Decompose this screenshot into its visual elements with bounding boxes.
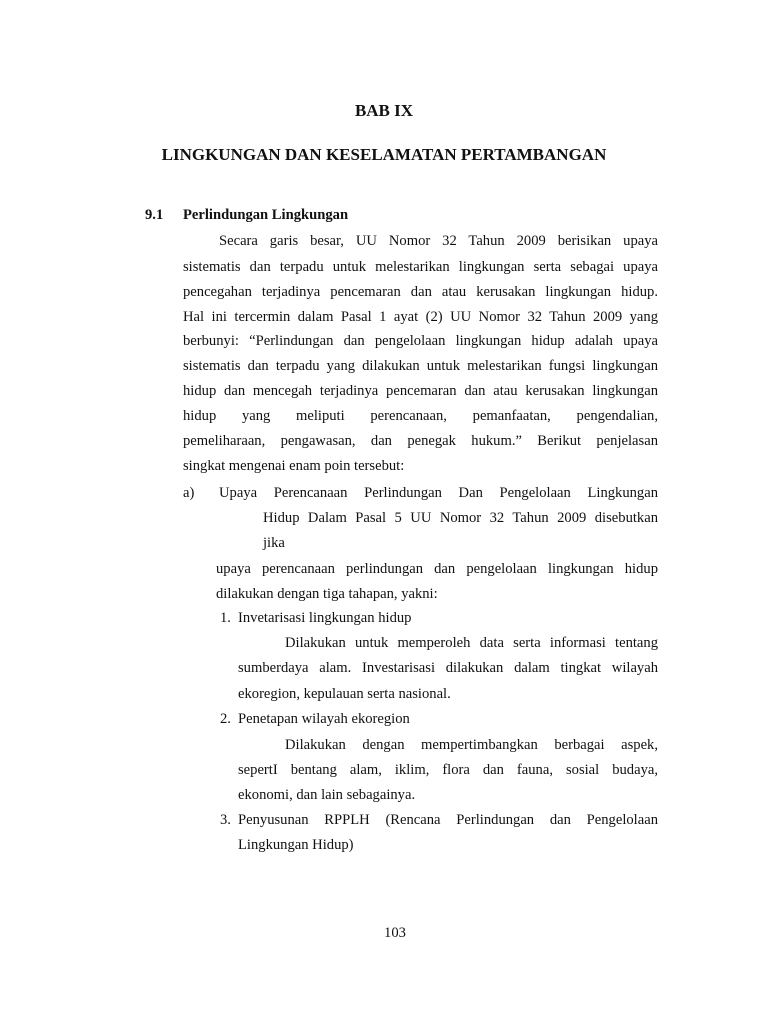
paragraph-line: pencegahan terjadinya pencemaran dan atau kerusakan lingkungan hidup. (183, 284, 658, 300)
step-desc-line: sumberdaya alam. Investarisasi dilakukan dalam tingkat wilayah (238, 660, 658, 676)
chapter-number: BAB IX (354, 101, 414, 120)
step-desc-line: ekonomi, dan lain sebagainya. (238, 787, 416, 803)
step-title-line: Penyusunan RPPLH (Rencana Perlindungan dan Pengelolaan (238, 812, 658, 828)
step-desc-line: Dilakukan dengan mempertimbangkan berbagai aspek, (285, 737, 658, 753)
section-number: 9.1 (145, 207, 164, 223)
item-a-title-line: Hidup Dalam Pasal 5 UU Nomor 32 Tahun 2009 disebutkan (263, 510, 658, 526)
step-marker: 1. (220, 610, 231, 626)
step-marker: 3. (220, 812, 231, 828)
paragraph-line: Hal ini tercermin dalam Pasal 1 ayat (2) UU Nomor 32 Tahun 2009 yang (183, 309, 658, 325)
item-a-body-line: dilakukan dengan tiga tahapan, yakni: (216, 586, 438, 602)
step-title: Penetapan wilayah ekoregion (238, 711, 410, 727)
step-marker: 2. (220, 711, 231, 727)
item-a-body-line: upaya perencanaan perlindungan dan pengelolaan lingkungan hidup (216, 561, 658, 577)
step-desc-line: ekoregion, kepulauan serta nasional. (238, 686, 451, 702)
paragraph-line: sistematis dan terpadu yang dilakukan untuk melestarikan fungsi lingkungan (183, 358, 658, 374)
section-heading: Perlindungan Lingkungan (183, 207, 349, 223)
paragraph-line: hidup dan mencegah terjadinya pencemaran dan atau kerusakan lingkungan (183, 383, 658, 399)
step-desc-line: sepertI bentang alam, iklim, flora dan fauna, sosial budaya, (238, 762, 658, 778)
page-number: 103 (384, 925, 406, 941)
paragraph-line: sistematis dan terpadu untuk melestarikan lingkungan serta sebagai upaya (183, 259, 658, 275)
item-a-title-line: jika (263, 535, 285, 551)
step-desc-line: Dilakukan untuk memperoleh data serta informasi tentang (285, 635, 658, 651)
step-title-line: Lingkungan Hidup) (238, 837, 354, 853)
paragraph-line: hidup yang meliputi perencanaan, pemanfaatan, pengendalian, (183, 408, 658, 424)
item-a-title-line: Upaya Perencanaan Perlindungan Dan Pengelolaan Lingkungan (219, 485, 658, 501)
paragraph-line: berbunyi: “Perlindungan dan pengelolaan lingkungan hidup adalah upaya (183, 333, 658, 349)
item-a-marker: a) (183, 485, 195, 501)
paragraph-line: Secara garis besar, UU Nomor 32 Tahun 2009 berisikan upaya (219, 233, 658, 249)
paragraph-line: pemeliharaan, pengawasan, dan penegak hukum.” Berikut penjelasan (183, 433, 658, 449)
chapter-title: LINGKUNGAN DAN KESELAMATAN PERTAMBANGAN (161, 145, 607, 164)
step-title: Invetarisasi lingkungan hidup (238, 610, 412, 626)
paragraph-line: singkat mengenai enam poin tersebut: (183, 458, 405, 474)
